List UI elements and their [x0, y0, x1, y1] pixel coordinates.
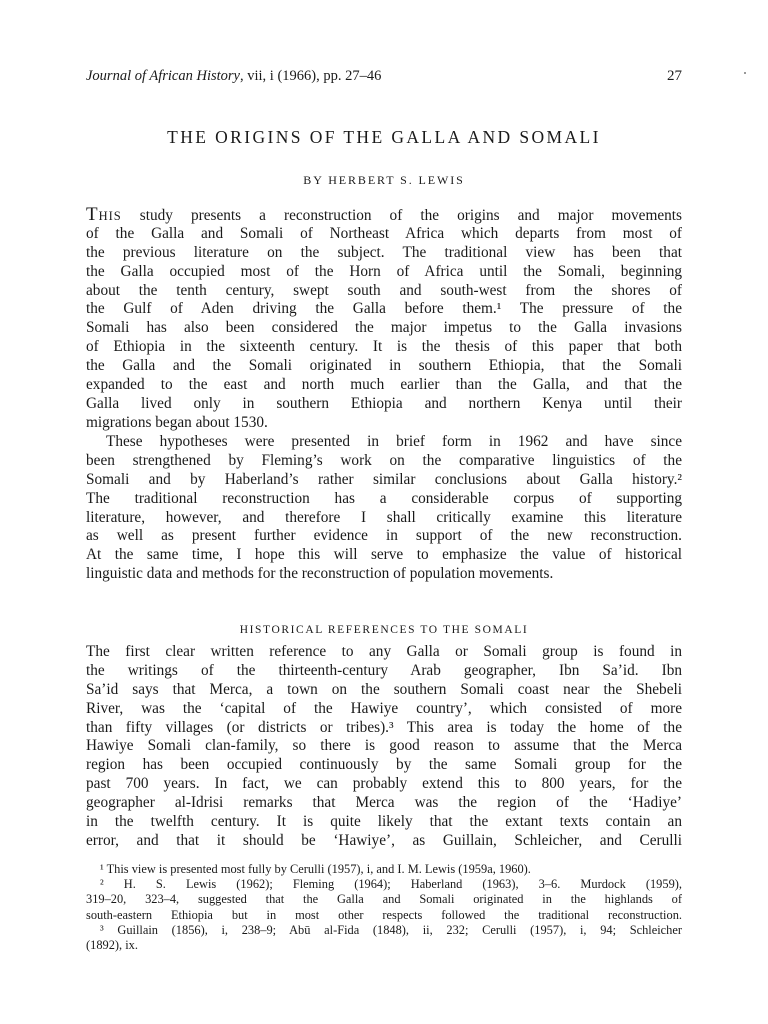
scan-mark	[744, 72, 746, 74]
footnote-3: ³ Guillain (1856), i, 238–9; Abū al-Fida (1848), ii, 232; Cerulli (1957), i, 94; Schleicher	[100, 922, 682, 937]
paragraph-line: past 700 years. In fact, we can probably extend this to 800 years, for the	[86, 775, 682, 793]
journal-name: Journal of African History	[86, 68, 240, 84]
paragraph-line: about the tenth century, swept south and south-west from the shores of	[86, 281, 682, 299]
paragraph-line: Sa’id says that Merca, a town on the southern Somali coast near the Shebeli	[86, 680, 682, 698]
dropcap-smallcaps: HIS	[98, 209, 122, 223]
paragraph-line: These hypotheses were presented in brief form in 1962 and have since	[106, 433, 682, 450]
footnote-3-continued: (1892), ix.	[86, 937, 138, 952]
footnote-2: ² H. S. Lewis (1962); Fleming (1964); Haberland (1963), 3–6. Murdock (1959),	[100, 877, 682, 892]
paragraph-line: in the twelfth century. It is quite likely that the extant texts contain an	[86, 813, 682, 831]
dropcap: T	[86, 206, 99, 225]
paragraph-line: the previous literature on the subject. The traditional view has been that	[86, 243, 682, 261]
page-number: 27	[667, 68, 682, 84]
paragraph-line: the Galla occupied most of the Horn of Africa until the Somali, beginning	[86, 262, 682, 280]
paragraph-line: Hawiye Somali clan-family, so there is good reason to assume that the Merca	[86, 737, 682, 755]
footnotes	[86, 862, 682, 953]
footnote-1: ¹ This view is presented most fully by Cerulli (1957), i, and I. M. Lewis (1959a, 1960).	[100, 862, 531, 876]
paragraph-line: than fifty villages (or districts or tribes).³ This area is today the home of the	[86, 718, 682, 736]
paragraph-line: Galla lived only in southern Ethiopia and northern Kenya until their	[86, 394, 682, 412]
paragraph-line: region has been occupied continuously by the same Somali group for the	[86, 756, 682, 774]
footnote-2-continued: south-eastern Ethiopia but in most other respects followed the traditional reconstruction.	[86, 907, 682, 922]
paragraph-line: expanded to the east and north much earlier than the Galla, and that the	[86, 376, 682, 394]
paragraph-line: The first clear written reference to any Galla or Somali group is found in	[86, 643, 682, 660]
footnote-2-continued: 319–20, 323–4, suggested that the Galla and Somali originated in the highlands of	[86, 892, 682, 907]
first-line-text: study presents a reconstruction of the origins and major movements	[121, 207, 682, 224]
paragraph-line: the writings of the thirteenth-century Arab geographer, Ibn Sa’id. Ibn	[86, 661, 682, 679]
paragraph-line: the Gulf of Aden driving the Galla before them.¹ The pressure of the	[86, 300, 682, 318]
paragraph-line: River, was the ‘capital of the Hawiye country’, which consisted of more	[86, 699, 682, 717]
paragraph-line: error, and that it should be ‘Hawiye’, as Guillain, Schleicher, and Cerulli	[86, 831, 682, 849]
article-byline: BY HERBERT S. LEWIS	[303, 173, 465, 187]
paragraph-line: migrations began about 1530.	[86, 413, 268, 431]
paragraph-line: of the Galla and Somali of Northeast Africa which departs from most of	[86, 224, 682, 242]
section-heading: HISTORICAL REFERENCES TO THE SOMALI	[239, 624, 529, 636]
third-paragraph	[86, 643, 682, 851]
paragraph-line: At the same time, I hope this will serve to emphasize the value of historical	[86, 546, 682, 564]
paragraph-line: Somali and by Haberland’s rather similar conclusions about Galla history.²	[86, 470, 682, 488]
paragraph-line: the Galla and the Somali originated in southern Ethiopia, that the Somali	[86, 357, 682, 375]
journal-citation	[86, 68, 381, 85]
paragraph-line: The traditional reconstruction has a considerable corpus of supporting	[86, 489, 682, 507]
running-header	[86, 68, 682, 90]
paragraph-line	[86, 206, 682, 225]
paragraph-line: as well as present further evidence in support of the new reconstruction.	[86, 527, 682, 545]
paragraph-line: literature, however, and therefore I shall critically examine this literature	[86, 508, 682, 526]
second-paragraph	[86, 433, 682, 584]
paragraph-line: been strengthened by Fleming’s work on the comparative linguistics of the	[86, 451, 682, 469]
intro-paragraph	[86, 206, 682, 433]
article-title: THE ORIGINS OF THE GALLA AND SOMALI	[167, 127, 601, 147]
paragraph-line: Somali has also been considered the major impetus to the Galla invasions	[86, 319, 682, 337]
paragraph-line: geographer al-Idrisi remarks that Merca was the region of the ‘Hadiye’	[86, 794, 682, 812]
paragraph-line: linguistic data and methods for the reconstruction of population movements.	[86, 565, 554, 583]
paragraph-line: of Ethiopia in the sixteenth century. It is the thesis of this paper that both	[86, 338, 682, 356]
journal-volume-pages: , vii, i (1966), pp. 27–46	[240, 68, 382, 84]
